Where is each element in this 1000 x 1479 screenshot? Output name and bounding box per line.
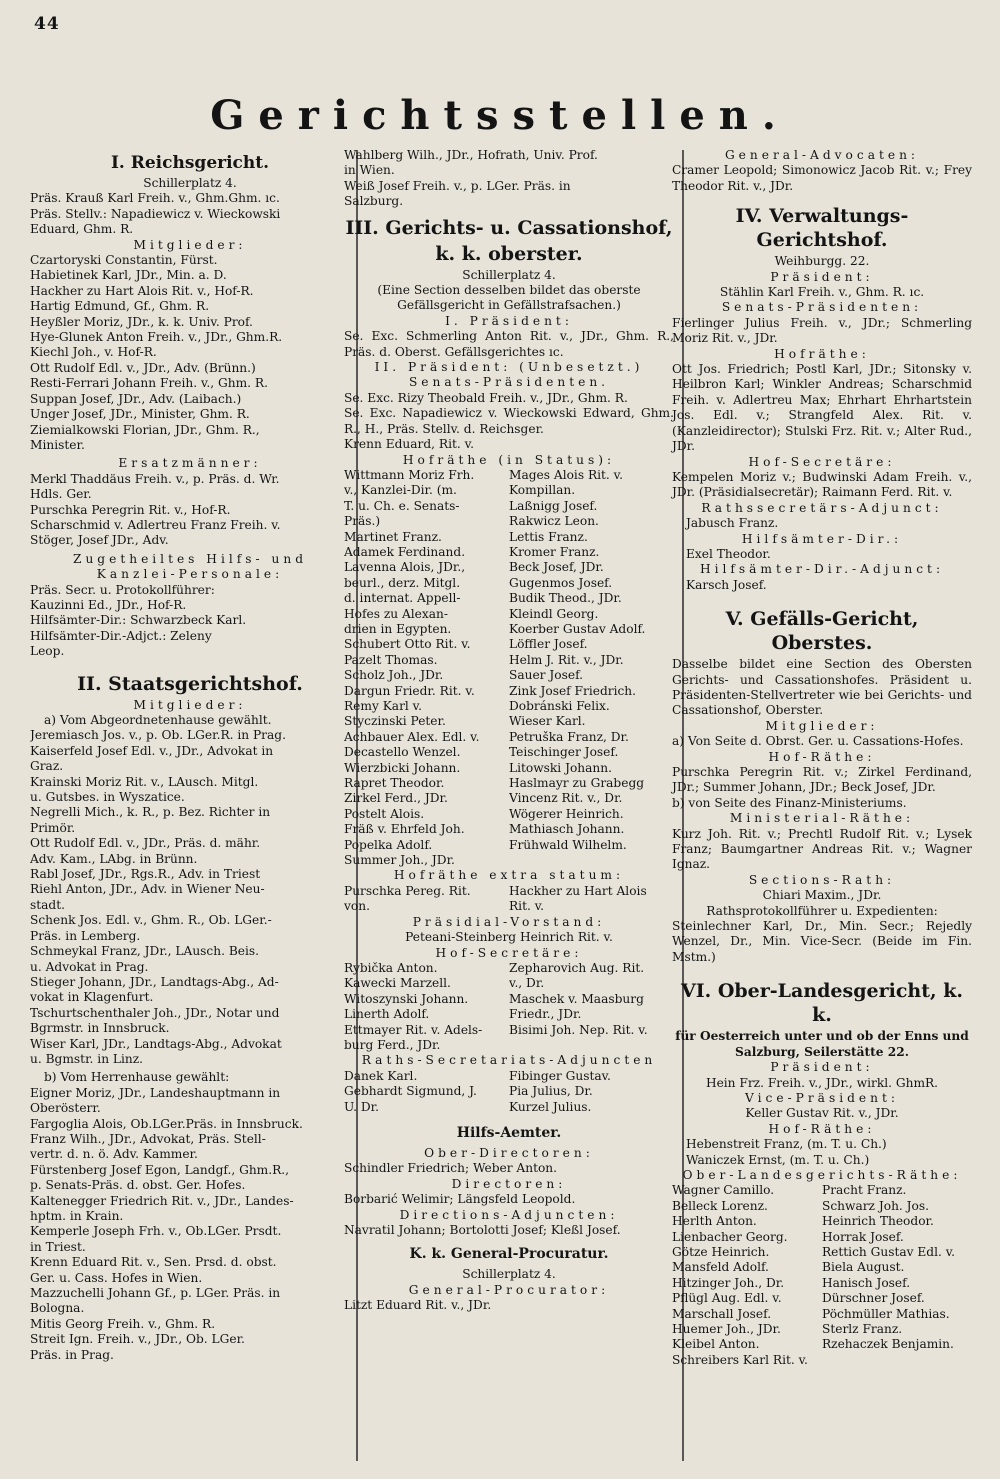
councillor-line: Pazelt Thomas. — [344, 652, 438, 667]
member-line: Primör. — [30, 820, 76, 835]
extra-left — [344, 884, 509, 915]
general-advocaten: Cramer Leopold; Simonowicz Jacob Rit. v.; Frey Theodor Rit. v., JDr. — [672, 163, 972, 193]
second-president: II. Präsident: (Unbesetzt.) — [374, 360, 644, 375]
member-line: Ott Rudolf Edl. v., JDr., Präs. d. mähr. — [30, 836, 261, 851]
councillor-line: Summer Joh., JDr. — [344, 853, 455, 868]
member-line: p. Senats-Präs. d. obst. Ger. Hofes. — [30, 1178, 246, 1193]
councillor-line: Laßnigg Josef. — [509, 498, 598, 513]
president: Hein Frz. Freih. v., JDr., wirkl. GhmR. — [705, 1075, 939, 1090]
secretary-line: Friedr., JDr. — [509, 1007, 582, 1022]
councillor-line — [509, 853, 674, 868]
page-number: 44 — [34, 14, 60, 34]
member-line: Eigner Moriz, JDr., Landeshauptmann in — [30, 1085, 281, 1100]
councillor-line: Petruška Franz, Dr. — [509, 729, 629, 744]
section-heading-oberlandesgericht: VI. Ober-Landesgericht, k. k. — [680, 980, 963, 1027]
councillor-line: v., Kanzlei-Dir. (m. — [344, 483, 457, 498]
hilfsaemter-adjunct: Karsch Josef. — [686, 577, 767, 592]
vice-president: Keller Gustav Rit. v., JDr. — [745, 1106, 899, 1121]
councillor-line: Scholz Joh., JDr. — [344, 668, 444, 683]
section-heading-gefaell: V. Gefälls-Gericht, Oberstes. — [725, 608, 919, 655]
councillor-line: Kleindl Georg. — [509, 606, 599, 621]
councillor-line: Mages Alois Rit. v. — [509, 467, 623, 482]
member-line: Bgrmstr. in Innsbruck. — [30, 1021, 170, 1036]
member-line: Hackher zu Hart Alois Rit. v., Hof-R. — [30, 283, 254, 298]
reichsgericht-members — [30, 253, 350, 453]
member-line: Ger. u. Cass. Hofes in Wien. — [30, 1270, 203, 1285]
councillor-line: Adamek Ferdinand. — [344, 544, 466, 559]
text-line: Weiß Josef Freih. v., p. LGer. Präs. in — [344, 178, 571, 193]
councillor-line: Marschall Josef. — [672, 1306, 772, 1321]
councillor-line: Löffler Josef. — [509, 637, 588, 652]
section-heading-verwaltung: IV. Verwaltungs-Gerichtshof. — [735, 205, 909, 252]
members-label: Mitglieder: — [133, 697, 247, 712]
councillor-line: Helm J. Rit. v., JDr. — [509, 652, 624, 667]
member-line: vokat in Klagenfurt. — [30, 990, 154, 1005]
councillor-line: Wierzbicki Johann. — [344, 760, 461, 775]
ober-landesgerichts-raethe-table — [672, 1183, 972, 1368]
general-procurator-label: General-Procurator: — [408, 1282, 610, 1297]
secretaries-left — [344, 961, 509, 1053]
councillor-line: Postelt Alois. — [344, 806, 425, 821]
councillor-line: Zink Josef Friedrich. — [509, 683, 637, 698]
councillor-line: Götze Heinrich. — [672, 1244, 770, 1259]
councillor-line: Pracht Franz. — [822, 1183, 907, 1198]
secretary-line: Zepharovich Aug. Rit. — [509, 960, 645, 975]
member-line: Schmeykal Franz, JDr., LAusch. Beis. — [30, 944, 260, 959]
member-line: Stieger Johann, JDr., Landtags-Abg., Ad- — [30, 974, 279, 989]
staff-line: Hilfsämter-Dir.: Schwarzbeck Karl. — [30, 613, 247, 628]
councillor-line: Dargun Friedr. Rit. v. — [344, 683, 475, 698]
councillor-line: Kleibel Anton. — [672, 1337, 760, 1352]
councillor-line — [822, 1353, 972, 1368]
secretary-line: burg Ferd., JDr. — [344, 1037, 441, 1052]
member-line: Kaltenegger Friedrich Rit. v., JDr., Landes- — [30, 1193, 294, 1208]
councillor-line: Rapret Theodor. — [344, 776, 445, 791]
reichsgericht-presidency — [30, 191, 350, 237]
member-line: Heyßler Moriz, JDr., k. k. Univ. Prof. — [30, 314, 253, 329]
councillor-line: Achbauer Alex. Edl. v. — [344, 729, 480, 744]
councillors-left — [344, 468, 509, 869]
staff-line: Hilfsämter-Dir.-Adjct.: Zeleny — [30, 628, 212, 643]
councillor-line: Gugenmos Josef. — [509, 575, 613, 590]
councillor-line: Decastello Wenzel. — [344, 745, 461, 760]
first-president-label: I. Präsident: — [445, 313, 573, 328]
text-line: in Wien. — [344, 163, 395, 178]
secretary-line: Linerth Adolf. — [344, 1007, 430, 1022]
olr-left — [672, 1183, 822, 1368]
councillor-line: Hackher zu Hart Alois — [509, 883, 647, 898]
secretary-line: v., Dr. — [509, 976, 545, 991]
member-line: u. Advokat in Prag. — [30, 959, 149, 974]
staff-line: Präs. Secr. u. Protokollführer: — [30, 582, 215, 597]
councillor-line: Belleck Lorenz. — [672, 1198, 768, 1213]
member-line: Präs. in Lemberg. — [30, 928, 141, 943]
councillor-line: T. u. Ch. e. Senats- — [344, 498, 460, 513]
member-line: stadt. — [30, 897, 65, 912]
councillor-line: Huemer Joh., JDr. — [672, 1322, 781, 1336]
text-line: Wahlberg Wilh., JDr., Hofrath, Univ. Prof. — [344, 148, 598, 162]
member-line: Jeremiasch Jos. v., p. Ob. LGer.R. in Prag. — [30, 728, 286, 743]
staff-label: Zugetheiltes Hilfs- und Kanzlei-Personale: — [72, 551, 307, 582]
councillor-line: Kromer Franz. — [509, 544, 600, 559]
presidium: Peteani-Steinberg Heinrich Rit. v. — [405, 930, 613, 945]
member-line: Schenk Jos. Edl. v., Ghm. R., Ob. LGer.- — [30, 913, 272, 928]
member-line: Hdls. Ger. — [30, 487, 92, 502]
councillor-line: Haslmayr zu Grabegg — [509, 776, 645, 791]
member-line: Wiser Karl, JDr., Landtags-Abg., Advokat — [30, 1036, 282, 1051]
adjuncts-label: Raths-Secretariats-Adjuncten — [361, 1053, 657, 1068]
ober-directoren: Schindler Friedrich; Weber Anton. — [344, 1161, 558, 1176]
senate-president: Se. Exc. Rizy Theobald Freih. v., JDr., Ghm. R. — [344, 390, 628, 405]
councillor-line: Lettis Franz. — [509, 529, 588, 544]
councillor-line: Wittmann Moriz Frh. — [344, 467, 475, 482]
councillor-line: Popelka Adolf. — [344, 837, 433, 852]
councillor-line: beurl., derz. Mitgl. — [344, 575, 461, 590]
councillor-line: Hanisch Josef. — [822, 1275, 911, 1290]
senate-president: Se. Exc. Napadiewicz v. Wieckowski Edward, Ghm. R., H., Präs. Stellv. d. Reichsger. — [344, 406, 674, 436]
first-president: Se. Exc. Schmerling Anton Rit. v., JDr., Ghm. R., Präs. d. Oberst. Gefällsgerichtes ıc. — [344, 329, 674, 359]
secretary-line: Witoszynski Johann. — [344, 991, 469, 1006]
councillor-line: Zirkel Ferd., JDr. — [344, 791, 448, 806]
councillor-line: Wieser Karl. — [509, 714, 586, 729]
councillor-line: Rzehaczek Benjamin. — [822, 1337, 954, 1352]
section-heading-procuratur: K. k. General-Procuratur. — [409, 1246, 609, 1263]
olr-right — [822, 1183, 972, 1368]
secretaries-table — [344, 961, 674, 1053]
directions-adjuncten-label: Directions-Adjuncten: — [399, 1207, 619, 1222]
councillor-line: Rakwicz Leon. — [509, 514, 599, 529]
adjuncts-left — [344, 1069, 509, 1115]
members-label: Mitglieder: — [133, 237, 247, 252]
member-line: Streit Ign. Freih. v., JDr., Ob. LGer. — [30, 1332, 245, 1347]
member-line: Minister. — [30, 437, 85, 452]
member-line: vertr. d. n. ö. Adv. Kammer. — [30, 1147, 198, 1162]
member-line: Kaiserfeld Josef Edl. v., JDr., Advokat in — [30, 743, 274, 758]
member-line: Czartoryski Constantin, Fürst. — [30, 253, 218, 268]
ministerial-raethe: Kurz Joh. Rit. v.; Prechtl Rudolf Rit. v.; Lysek Franz; Baumgartner Andreas Rit. v.; Wagner Ignaz. — [672, 826, 972, 872]
member-line: in Triest. — [30, 1239, 86, 1254]
councillor-line: Teischinger Josef. — [509, 745, 619, 760]
councillor-line: Waniczek Ernst, (m. T. u. Ch.) — [686, 1152, 870, 1167]
councillor-line: Purschka Pereg. Rit. — [344, 883, 471, 898]
reichsgericht-substitutes — [30, 472, 350, 549]
text-line: Salzburg. — [344, 194, 404, 209]
councillor-line: Frühwald Wilhelm. — [509, 837, 627, 852]
secretary-line: Bisimi Joh. Nep. Rit. v. — [509, 1022, 648, 1037]
councillor-line: Remy Karl v. — [344, 699, 422, 713]
councillor-line: Dobránski Felix. — [509, 699, 610, 713]
oberlandesgericht-subtitle: für Oesterreich unter und ob der Enns und Salzburg, Seilerstätte 22. — [675, 1029, 969, 1059]
hof-raethe-label: Hof-Räthe: — [768, 749, 876, 764]
councillor-line: Rit. v. — [509, 899, 545, 914]
subheading-b: b) von Seite des Finanz-Ministeriums. — [672, 795, 907, 810]
member-line: Bologna. — [30, 1301, 85, 1316]
column-1 — [30, 148, 350, 1363]
member-line: Adv. Kam., LAbg. in Brünn. — [30, 851, 198, 866]
general-procurator: Litzt Eduard Rit. v., JDr. — [344, 1298, 492, 1313]
councillors-label: Hofräthe (in Status): — [402, 452, 616, 467]
councillor-line: Sterlz Franz. — [822, 1322, 903, 1336]
reichsgericht-staff — [30, 583, 350, 660]
staatsgerichtshof-members-b — [30, 1086, 350, 1363]
member-line: Stöger, Josef JDr., Adv. — [30, 533, 169, 548]
member-line: Merkl Thaddäus Freih. v., p. Präs. d. Wr. — [30, 471, 280, 486]
councillor-line: Herlth Anton. — [672, 1214, 757, 1229]
secretaries-label: Hof-Secretäre: — [435, 945, 583, 960]
member-line: Kiechl Joh., v. Hof-R. — [30, 345, 157, 360]
staff-line: Leop. — [30, 644, 65, 659]
sections-rath-label: Sections-Rath: — [748, 872, 896, 887]
hofraethe: Ott Jos. Friedrich; Postl Karl, JDr.; Sitonsky v. Heilbron Karl; Winkler Andreas; Scharschmid Freih. v. Adlertreu Max; Ehrhart Ehrhartstein Jos. Edl. v.; Strangfeld Alex. Rit. v. (Kanzleidirector); Stulski Frz. Rit. v.; Alter Rud., JDr. — [672, 362, 972, 454]
president-label: Präsident: — [770, 269, 874, 284]
vice-president-label: Vice-Präsident: — [745, 1090, 899, 1105]
member-line: Kemperle Joseph Frh. v., Ob.LGer. Prsdt. — [30, 1224, 282, 1239]
member-line: Fürstenberg Josef Egon, Landgf., Ghm.R., — [30, 1162, 290, 1177]
substitutes-label: Ersatzmänner: — [118, 456, 262, 471]
column-2 — [344, 148, 674, 1314]
member-line: Mitis Georg Freih. v., Ghm. R. — [30, 1316, 216, 1331]
councillor-line: Sauer Josef. — [509, 668, 584, 683]
hof-secretaere: Kempelen Moriz v.; Budwinski Adam Freih. v., JDr. (Präsidialsecretär); Raimann Ferd. Rit. v. — [672, 469, 972, 500]
ministerial-raethe-label: Ministerial-Räthe: — [729, 811, 915, 826]
extra-label: Hofräthe extra statum: — [393, 868, 625, 883]
secretary-line: Rybička Anton. — [344, 960, 438, 975]
councillor-line: Lienbacher Georg. — [672, 1229, 788, 1244]
member-line: Riehl Anton, JDr., Adv. in Wiener Neu- — [30, 882, 265, 897]
member-line: Negrelli Mich., k. R., p. Bez. Richter in — [30, 805, 271, 820]
councillor-line: Hebenstreit Franz, (m. T. u. Ch.) — [686, 1137, 887, 1152]
adjunct-line: Kurzel Julius. — [509, 1099, 592, 1114]
hilfsaemter-dir-label: Hilfsämter-Dir.: — [741, 531, 903, 546]
member-line: Fargoglia Alois, Ob.LGer.Präs. in Innsbruck. — [30, 1116, 303, 1131]
councillor-line: Dürschner Josef. — [822, 1291, 925, 1306]
councillors-table — [344, 468, 674, 869]
address: Schillerplatz 4. — [462, 267, 556, 282]
councillor-line: von. — [344, 899, 370, 914]
directions-adjuncten: Navratil Johann; Bortolotti Josef; Kleßl Josef. — [344, 1223, 621, 1237]
councillor-line: d. internat. Appell- — [344, 591, 461, 606]
secretaries-right — [509, 961, 674, 1053]
senate-presidents-label: Senats-Präsidenten: — [721, 300, 923, 315]
hilfsaemter-dir: Exel Theodor. — [686, 546, 771, 561]
directoren-label: Directoren: — [451, 1176, 567, 1191]
members-label: Mitglieder: — [765, 718, 879, 733]
hof-raethe — [672, 1137, 972, 1168]
member-line: Purschka Peregrin Rit. v., Hof-R. — [30, 502, 231, 517]
councillor-line: Martinet Franz. — [344, 529, 442, 544]
address: Weihburgg. 22. — [774, 254, 870, 269]
councillor-line: Schwarz Joh. Jos. — [822, 1198, 930, 1213]
secretary-line: Kawecki Marzell. — [344, 976, 451, 991]
text-line: Eduard, Ghm. R. — [30, 222, 134, 237]
sections-rath: Chiari Maxim., JDr. — [762, 888, 882, 903]
president-label: Präsident: — [770, 1060, 874, 1075]
section-note: (Eine Section desselben bildet das oberste Gefällsgericht in Gefällstrafsachen.) — [377, 283, 641, 313]
ober-directoren-label: Ober-Directoren: — [424, 1145, 594, 1160]
councillor-line: Wagner Camillo. — [672, 1183, 775, 1198]
hof-raethe-label: Hof-Räthe: — [768, 1121, 876, 1136]
secretary-line: Maschek v. Maasburg — [509, 991, 644, 1006]
page-title: Gerichtsstellen. — [210, 92, 790, 139]
councillor-line: Heinrich Theodor. — [822, 1214, 934, 1229]
councillor-line: Horrak Josef. — [822, 1229, 904, 1244]
councillor-line: Schubert Otto Rit. v. — [344, 637, 471, 652]
member-line: Oberösterr. — [30, 1101, 101, 1116]
member-line: u. Bgmstr. in Linz. — [30, 1051, 144, 1066]
ober-landesgerichts-raethe-label: Ober-Landesgerichts-Räthe: — [682, 1167, 962, 1182]
subheading-b: b) Vom Herrenhause gewählt: — [44, 1070, 230, 1085]
councillor-line: Präs.) — [344, 514, 381, 529]
councillor-line: Lavenna Alois, JDr., — [344, 560, 466, 575]
member-line: Unger Josef, JDr., Minister, Ghm. R. — [30, 407, 250, 422]
hof-raethe: Purschka Peregrin Rit. v.; Zirkel Ferdinand, JDr.; Summer Johann, JDr.; Beck Josef, JDr. — [672, 765, 972, 795]
adjunct-line: U. Dr. — [344, 1099, 380, 1114]
section-heading-cassation: III. Gerichts- u. Cassationshof, — [345, 216, 673, 239]
text-line: Präs. Stellv.: Napadiewicz v. Wieckowski — [30, 206, 281, 221]
member-line: Habietinek Karl, JDr., Min. a. D. — [30, 268, 227, 283]
adjuncts-right — [509, 1069, 674, 1115]
rathssecretaer-adjunct-label: Rathssecretärs-Adjunct: — [701, 500, 943, 515]
staatsgerichtshof-members-a — [30, 728, 350, 1067]
member-line: Resti-Ferrari Johann Freih. v., Ghm. R. — [30, 376, 268, 391]
address: Schillerplatz 4. — [143, 176, 237, 190]
subheading-a: a) Von Seite d. Obrst. Ger. u. Cassations-Hofes. — [672, 734, 964, 749]
member-line: Suppan Josef, JDr., Adv. (Laibach.) — [30, 391, 242, 406]
councillor-line: drien in Egypten. — [344, 621, 452, 636]
councillor-line: Pöchmüller Mathias. — [822, 1306, 950, 1321]
councillor-line: Beck Josef, JDr. — [509, 560, 604, 575]
member-line: Tschurtschenthaler Joh., JDr., Notar und — [30, 1005, 280, 1020]
gefaell-intro: Dasselbe bildet eine Section des Obersten Gerichts- und Cassationshofes. Präsident u. Präsidenten-Stellvertreter wie bei Gerichts- und Cassationshof, Oberster. — [672, 657, 972, 718]
member-line: Ziemialkowski Florian, JDr., Ghm. R., — [30, 422, 260, 437]
column-3 — [672, 148, 972, 1368]
subheading-a: a) Vom Abgeordnetenhause gewählt. — [44, 713, 272, 727]
councillor-line: Biela August. — [822, 1260, 905, 1275]
section-heading-cassation-2: k. k. oberster. — [435, 242, 583, 265]
member-line: Scharschmid v. Adlertreu Franz Freih. v. — [30, 517, 281, 532]
member-line: Rabl Josef, JDr., Rgs.R., Adv. in Triest — [30, 867, 261, 882]
member-line: Franz Wilh., JDr., Advokat, Präs. Stell- — [30, 1131, 266, 1146]
senate-presidents-label: Senats-Präsidenten. — [408, 375, 610, 390]
member-line: Graz. — [30, 759, 64, 774]
extra-right — [509, 884, 674, 915]
member-line: Präs. in Prag. — [30, 1347, 114, 1362]
member-line: Krenn Eduard Rit. v., Sen. Prsd. d. obst. — [30, 1255, 277, 1270]
councillor-line: Litowski Johann. — [509, 760, 612, 775]
directoren: Borbarić Welimir; Längsfeld Leopold. — [344, 1192, 576, 1207]
staff-line: Kauzinni Ed., JDr., Hof-R. — [30, 597, 187, 612]
rathssecretaer-adjunct: Jabusch Franz. — [686, 516, 779, 531]
adjunct-line: Pia Julius, Dr. — [509, 1084, 593, 1099]
adjunct-line: Gebhardt Sigmund, J. — [344, 1084, 477, 1099]
councillor-line: Rettich Gustav Edl. v. — [822, 1244, 956, 1259]
senate-president: Krenn Eduard, Rit. v. — [344, 437, 474, 452]
extra-table — [344, 884, 674, 915]
councillor-line: Hitzinger Joh., Dr. — [672, 1275, 785, 1290]
secretary-line: Ettmayer Rit. v. Adels- — [344, 1022, 483, 1037]
councillor-line: Mansfeld Adolf. — [672, 1260, 769, 1275]
councillor-line: Kompillan. — [509, 483, 576, 498]
senate-presidents: Fierlinger Julius Freih. v., JDr.; Schmerling Moriz Rit. v., JDr. — [672, 315, 972, 346]
section-heading-reichsgericht: I. Reichsgericht. — [110, 153, 270, 173]
address: Schillerplatz 4. — [462, 1267, 556, 1282]
councillor-line: Budik Theod., JDr. — [509, 591, 622, 606]
member-line: Krainski Moriz Rit. v., LAusch. Mitgl. — [30, 774, 259, 789]
continued-lines — [344, 148, 674, 210]
presidium-label: Präsidial-Vorstand: — [412, 914, 606, 929]
adjunct-line: Danek Karl. — [344, 1068, 418, 1083]
councillor-line: Mathiasch Johann. — [509, 822, 625, 837]
general-advocaten-label: General-Advocaten: — [724, 148, 920, 162]
member-line: Mazzuchelli Johann Gf., p. LGer. Präs. in — [30, 1286, 281, 1301]
councillor-line: Schreibers Karl Rit. v. — [672, 1352, 808, 1367]
text-line: Präs. Krauß Karl Freih. v., Ghm.Ghm. ıc. — [30, 191, 280, 206]
member-line: u. Gutsbes. in Wyszatice. — [30, 790, 185, 805]
councillors-right — [509, 468, 674, 869]
member-line: Hye-Glunek Anton Freih. v., JDr., Ghm.R. — [30, 330, 283, 345]
hofraethe-label: Hofräthe: — [774, 346, 870, 361]
councillor-line: Wögerer Heinrich. — [509, 806, 624, 821]
member-line: Hartig Edmund, Gf., Ghm. R. — [30, 299, 210, 314]
member-line: Ott Rudolf Edl. v., JDr., Adv. (Brünn.) — [30, 360, 256, 375]
councillor-line: Koerber Gustav Adolf. — [509, 621, 646, 636]
protokollfuehrer: Steinlechner Karl, Dr., Min. Secr.; Rejedly Wenzel, Dr., Min. Vice-Secr. (Beide im Fin. Mstm.) — [672, 919, 972, 964]
section-heading-hilfsaemter: Hilfs-Aemter. — [456, 1124, 562, 1141]
councillor-line: Vincenz Rit. v., Dr. — [509, 791, 623, 806]
hilfsaemter-adjunct-label: Hilfsämter-Dir.-Adjunct: — [699, 562, 945, 577]
section-heading-staatsgerichtshof: II. Staatsgerichtshof. — [77, 672, 303, 695]
councillor-line: Fräß v. Ehrfeld Joh. — [344, 822, 465, 837]
protokollfuehrer-label: Rathsprotokollführer u. Expedienten: — [706, 903, 938, 918]
president: Stählin Karl Freih. v., Ghm. R. ıc. — [719, 285, 925, 300]
adjunct-line: Fibinger Gustav. — [509, 1068, 611, 1083]
councillor-line: Pflügl Aug. Edl. v. — [672, 1291, 782, 1306]
member-line: hptm. in Krain. — [30, 1209, 124, 1223]
councillor-line: Hofes zu Alexan- — [344, 606, 448, 621]
secretary-line — [509, 1038, 674, 1053]
hof-secretaere-label: Hof-Secretäre: — [748, 454, 896, 469]
adjuncts-table — [344, 1069, 674, 1115]
councillor-line: Styczinski Peter. — [344, 714, 446, 729]
